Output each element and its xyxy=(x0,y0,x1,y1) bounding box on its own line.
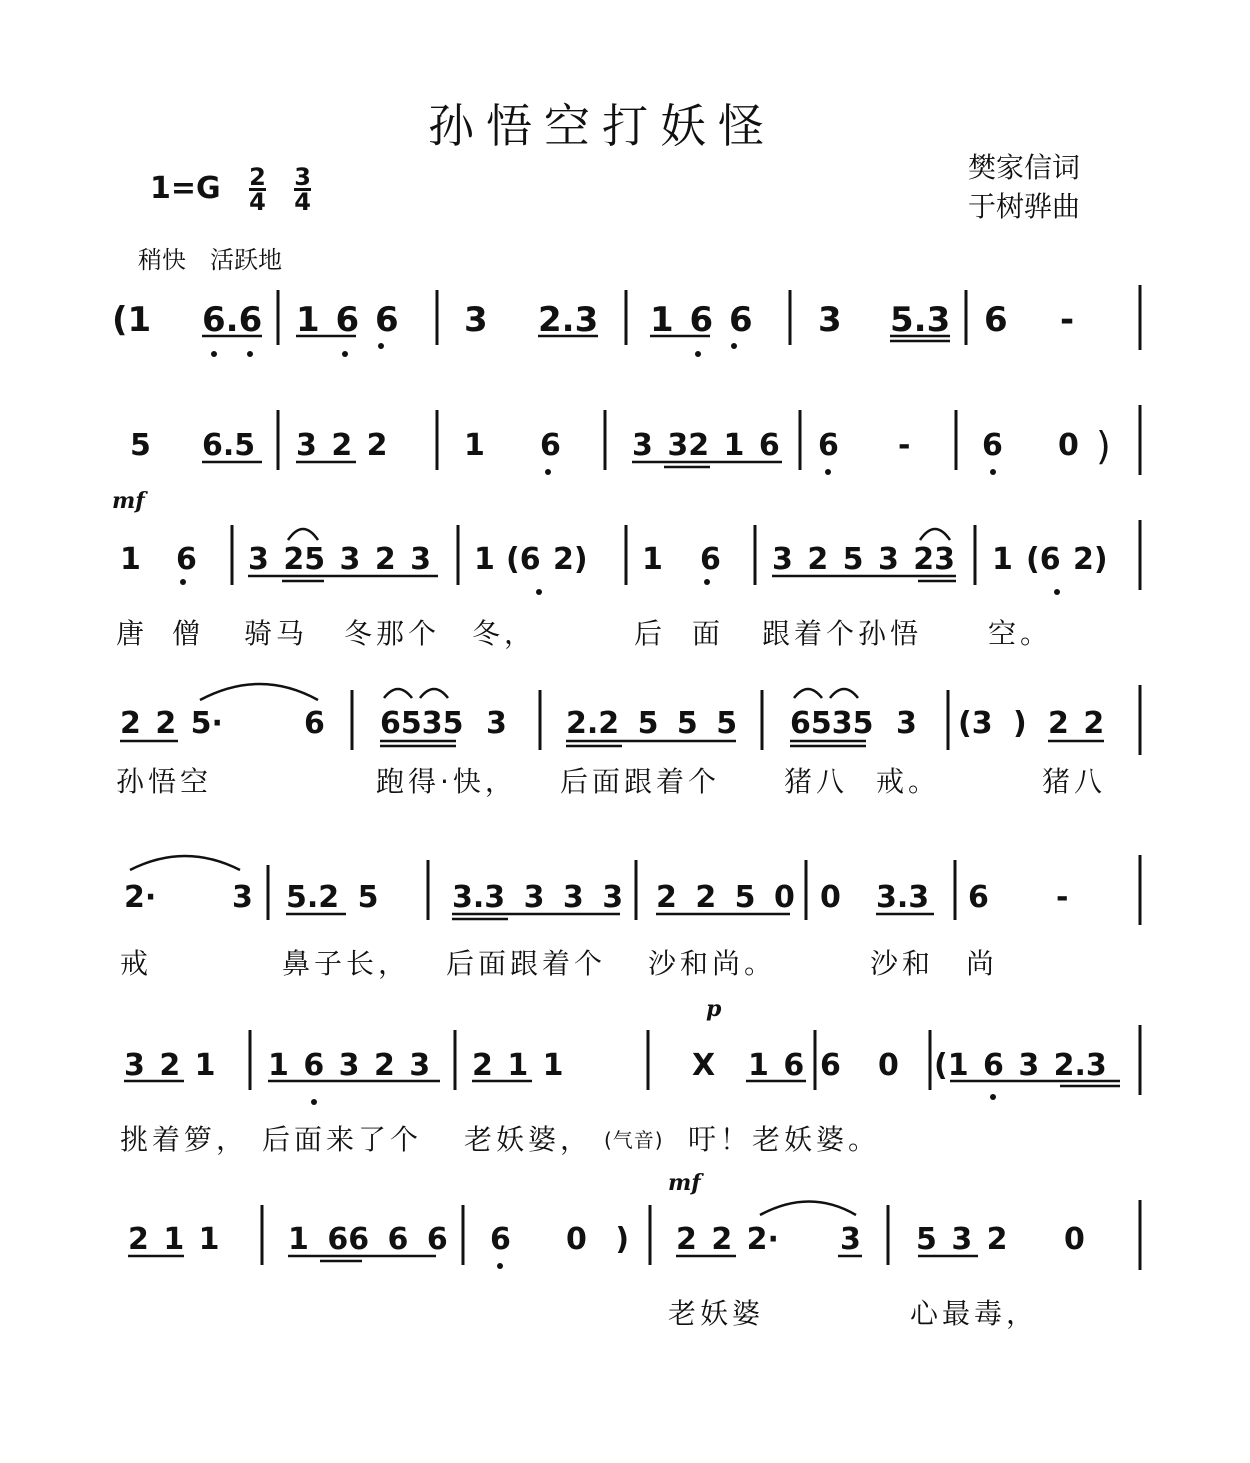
note: 1 6 3 2 3 xyxy=(268,1048,431,1083)
lyric: (气音) xyxy=(604,1128,664,1152)
note: 6.5 xyxy=(202,428,256,463)
lyric: 吁！老妖婆。 xyxy=(688,1123,881,1156)
note: 1 xyxy=(120,542,141,577)
note: 6 xyxy=(700,542,721,577)
lyricist-credit: 樊家信词 xyxy=(968,151,1081,184)
lyric: 僧 xyxy=(172,617,205,650)
note: 2 2 5· xyxy=(120,706,223,741)
note: 1 xyxy=(642,542,663,577)
note: 0 xyxy=(1058,428,1079,463)
note: 3 xyxy=(232,880,253,915)
note: 3 2 5 3 23 xyxy=(772,542,956,577)
note: 6 xyxy=(304,706,325,741)
note: 5.3 xyxy=(890,300,951,340)
note: 3 xyxy=(464,300,488,340)
note: 1 xyxy=(992,542,1013,577)
note: 3 25 3 2 3 xyxy=(248,542,432,577)
key-text: 1=G xyxy=(150,171,221,206)
lyric: 后面跟着个 xyxy=(560,765,721,798)
note: 2.3 xyxy=(538,300,599,340)
note: 6535 3 xyxy=(790,706,917,741)
note: 3.3 3 3 3 xyxy=(452,880,624,915)
note: 0 xyxy=(878,1048,899,1083)
lyric: 空。 xyxy=(988,617,1053,650)
note: - xyxy=(1060,300,1075,340)
time-signature-2: $\frac{3}{4}$ xyxy=(294,163,311,216)
note: 5 xyxy=(130,428,151,463)
lyric: 猪八 xyxy=(784,765,849,798)
lyric: 跑得·快， xyxy=(376,765,517,798)
note: - xyxy=(898,428,911,463)
lyric: 戒。 xyxy=(876,765,941,798)
dynamic-mf-2: mf xyxy=(668,1170,701,1196)
lyric: 骑马 xyxy=(244,617,309,650)
lyric: 心最毒， xyxy=(910,1297,1039,1330)
lyric: 唐 xyxy=(116,617,149,650)
lyric: 挑着箩， xyxy=(120,1123,249,1156)
lyric: 冬那个 xyxy=(344,617,441,650)
note: 5 3 2 xyxy=(916,1222,1008,1257)
lyric: 沙和 xyxy=(870,947,935,980)
song-title: 孙悟空打妖怪 xyxy=(428,99,776,153)
note: 2 1 1 xyxy=(472,1048,564,1083)
dynamic-mf-1: mf xyxy=(112,488,145,514)
note: 3 2 1 xyxy=(124,1048,216,1083)
note: 1 66 6 6 xyxy=(288,1222,448,1257)
note: 5.2 5 xyxy=(286,880,379,915)
lyric: 猪八 xyxy=(1042,765,1107,798)
lyric: 鼻子长， xyxy=(282,947,411,980)
lyric: 后 xyxy=(634,617,667,650)
lyric: 后面跟着个 xyxy=(446,947,607,980)
note: (6 2) xyxy=(1026,542,1108,577)
lyric: 冬， xyxy=(472,617,537,650)
note: 6 xyxy=(176,542,197,577)
note: 2· xyxy=(124,880,157,915)
lyric: 戒 xyxy=(120,947,153,980)
note: 2 2 5 0 xyxy=(656,880,795,915)
lyric: 老妖婆， xyxy=(464,1123,593,1156)
note: 6 xyxy=(540,428,561,463)
note: 6.6 xyxy=(202,300,263,340)
tempo-marking: 稍快 活跃地 xyxy=(138,246,282,274)
note: 0 xyxy=(820,880,841,915)
composer-credit: 于树骅曲 xyxy=(968,190,1081,223)
lyric: 跟着个孙悟 xyxy=(762,617,923,650)
note: 6 xyxy=(490,1222,511,1257)
note: 3.3 xyxy=(876,880,930,915)
lyric: 尚 xyxy=(966,947,999,980)
note: 2.2 5 5 5 xyxy=(566,706,738,741)
note: 3 32 1 6 xyxy=(632,428,780,463)
note: ) xyxy=(1096,424,1111,468)
note: 3 2 2 xyxy=(296,428,388,463)
note: X xyxy=(692,1048,716,1083)
note: 2 2 xyxy=(1048,706,1105,741)
note: 1 6 xyxy=(748,1048,805,1083)
note: - xyxy=(1056,880,1069,915)
note: 6 xyxy=(818,428,839,463)
note: 6535 3 xyxy=(380,706,507,741)
lyric: 老妖婆 xyxy=(668,1297,765,1330)
note: (1 6 3 2.3 xyxy=(934,1048,1107,1083)
note: 1 6 6 xyxy=(296,300,399,340)
note: 6 xyxy=(820,1048,841,1083)
lyric: 孙悟空 xyxy=(116,765,213,798)
lyric: 面 xyxy=(692,617,725,650)
note: (1 xyxy=(112,300,152,340)
time-signature-1: $\frac{2}{4}$ xyxy=(249,163,266,216)
note: 3 xyxy=(818,300,842,340)
note: 6 xyxy=(968,880,989,915)
note: 0 ) xyxy=(566,1222,630,1257)
dynamic-p: p xyxy=(706,996,722,1022)
note: (6 2) xyxy=(506,542,588,577)
note: 6 xyxy=(982,428,1003,463)
note: 1 6 6 xyxy=(650,300,753,340)
note: 0 xyxy=(1064,1222,1085,1257)
lyric: 沙和尚。 xyxy=(648,947,777,980)
note: 2 1 1 xyxy=(128,1222,220,1257)
note: 6 xyxy=(984,300,1008,340)
note: 2 2 2· xyxy=(676,1222,779,1257)
note: 1 xyxy=(474,542,495,577)
note: (3 ) xyxy=(958,706,1027,741)
note: 1 xyxy=(464,428,485,463)
note: 3 xyxy=(840,1222,861,1257)
lyric: 后面来了个 xyxy=(262,1123,423,1156)
